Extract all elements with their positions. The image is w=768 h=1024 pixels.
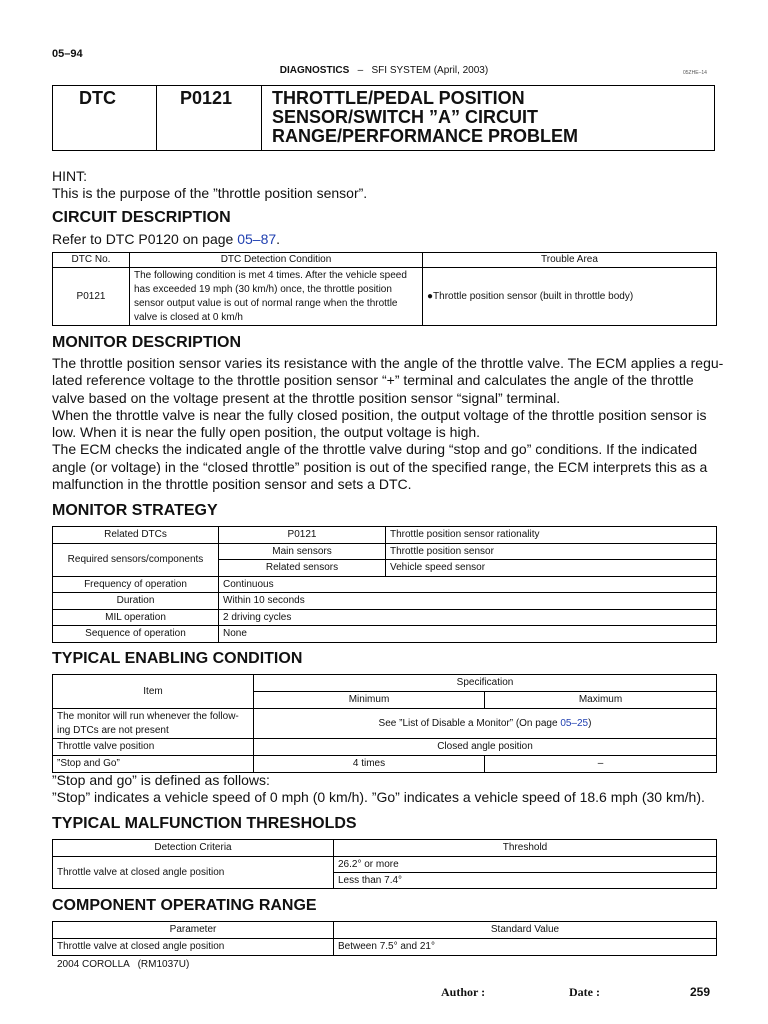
bullet-icon: ● (427, 290, 434, 302)
strategy-row-label: Sequence of operation (53, 626, 219, 643)
row1-prefix: See ”List of Disable a Monitor” (On page (378, 717, 561, 729)
thresholds-table (52, 839, 717, 889)
trouble-area-cell (423, 268, 717, 326)
table-header: Parameter (53, 922, 334, 939)
dtc-title-line: RANGE/PERFORMANCE PROBLEM (272, 126, 579, 146)
enabling-row-max: – (485, 756, 717, 773)
hint (52, 168, 367, 203)
detection-condition-cell (130, 268, 423, 326)
date-label: Date : (569, 985, 600, 999)
label-line: ing DTCs are not present (57, 724, 169, 736)
item-header: Item (53, 675, 254, 709)
paragraph-line: When the throttle valve is near the fully closed position, the output voltage of the throttle position sensor is (52, 406, 707, 423)
row1-suffix: ) (588, 717, 592, 729)
circuit-description-heading: CIRCUIT DESCRIPTION (52, 209, 231, 226)
threshold-value: 26.2° or more (334, 857, 717, 873)
strategy-row-label: Duration (53, 593, 219, 610)
author-label: Author : (441, 985, 486, 999)
header-dash: – (357, 65, 364, 76)
paragraph-line: valve based on the voltage present at the throttle position sensor “signal” terminal. (52, 389, 561, 406)
related-dtcs-code: P0121 (219, 527, 386, 544)
condition-line: sensor output value is out of normal range when the throttle (134, 298, 398, 309)
enabling-row-min: 4 times (254, 756, 485, 773)
dtc-code: P0121 (180, 88, 233, 108)
footer-page-number: 259 (690, 985, 711, 999)
enabling-row-label: Throttle valve position (53, 739, 254, 756)
label-line: The monitor will run whenever the follow- (57, 710, 239, 722)
page-link-05-25[interactable]: 05–25 (560, 717, 589, 729)
dtc-title-box (52, 85, 715, 151)
specification-header: Specification (254, 675, 717, 692)
dtc-title (272, 89, 578, 146)
condition-line: valve is closed at 0 km/h (134, 312, 243, 323)
table-header: Detection Criteria (53, 840, 334, 857)
threshold-value: Less than 7.4° (334, 873, 717, 889)
hint-label: HINT: (52, 168, 87, 184)
dtc-title-line: SENSOR/SWITCH ”A” CIRCUIT (272, 107, 539, 127)
main-sensors-value: Throttle position sensor (386, 544, 717, 560)
hint-text: This is the purpose of the ”throttle position sensor”. (52, 185, 368, 202)
enabling-condition-heading: TYPICAL ENABLING CONDITION (52, 650, 303, 667)
dtc-title-line: THROTTLE/PEDAL POSITION (272, 88, 525, 108)
enabling-row-label: ”Stop and Go” (53, 756, 254, 773)
table-header: Threshold (334, 840, 717, 857)
dtc-label: DTC (79, 88, 116, 108)
enabling-row-value: Closed angle position (254, 739, 717, 756)
table-header: DTC Detection Condition (130, 253, 423, 268)
paragraph-line: low. When it is near the fully open position, the output voltage is high. (52, 424, 481, 441)
related-sensors-label: Related sensors (219, 560, 386, 577)
strategy-row-label: MIL operation (53, 610, 219, 626)
ref-prefix: Refer to DTC P0120 on page (52, 231, 238, 247)
circuit-table (52, 252, 717, 326)
parameter-cell: Throttle valve at closed angle position (53, 939, 334, 956)
trouble-area-text: Throttle position sensor (built in throttle body) (433, 290, 634, 302)
note-line: ”Stop and go” is defined as follows: (52, 772, 270, 788)
footer-model: 2004 COROLLA (RM1037U) (57, 959, 190, 970)
related-dtcs-value: Throttle position sensor rationality (386, 527, 717, 544)
monitor-strategy-table (52, 526, 717, 643)
maximum-header: Maximum (485, 692, 717, 709)
paragraph-line: The throttle position sensor varies its resistance with the angle of the throttle valve. The ECM applies a regu- (52, 355, 724, 371)
related-dtcs-label: Related DTCs (53, 527, 219, 544)
minimum-header: Minimum (254, 692, 485, 709)
required-sensors-label: Required sensors/components (53, 544, 219, 577)
enabling-condition-table (52, 674, 717, 773)
ref-suffix: . (276, 231, 281, 247)
table-header: Trouble Area (423, 253, 717, 268)
related-sensors-value: Vehicle speed sensor (386, 560, 717, 577)
table-header: DTC No. (53, 253, 130, 268)
condition-line: has exceeded 19 mph (30 km/h) once, the throttle position (134, 284, 392, 295)
component-operating-range-heading: COMPONENT OPERATING RANGE (52, 897, 317, 914)
circuit-reference (52, 231, 280, 248)
strategy-row-value: 2 driving cycles (219, 610, 717, 626)
document-code: 05ZHE–14 (683, 70, 707, 76)
paragraph-line: malfunction in the throttle position sensor and sets a DTC. (52, 476, 412, 493)
strategy-row-value: None (219, 626, 717, 643)
header-system: SFI SYSTEM (April, 2003) (371, 65, 489, 76)
detection-criteria-cell: Throttle valve at closed angle position (53, 857, 334, 889)
stop-and-go-note (52, 772, 705, 807)
malfunction-thresholds-heading: TYPICAL MALFUNCTION THRESHOLDS (52, 815, 357, 832)
paragraph-line: The ECM checks the indicated angle of the throttle valve during “stop and go” conditions. If the indicated (52, 441, 698, 458)
header-section: DIAGNOSTICS (279, 65, 350, 76)
note-line: ”Stop” indicates a vehicle speed of 0 mph (0 km/h). ”Go” indicates a vehicle speed of 18.6 mph (30 km/h). (52, 789, 705, 806)
condition-line: The following condition is met 4 times. After the vehicle speed (134, 270, 407, 281)
strategy-row-value: Continuous (219, 577, 717, 593)
monitor-description-text (52, 355, 722, 493)
table-header: Standard Value (334, 922, 717, 939)
monitor-description-heading: MONITOR DESCRIPTION (52, 334, 242, 351)
strategy-row-label: Frequency of operation (53, 577, 219, 593)
page-link-05-87[interactable]: 05–87 (237, 231, 277, 247)
running-header (0, 65, 768, 76)
enabling-row-label (53, 709, 254, 739)
paragraph-line: angle (or voltage) in the “closed throttle” position is out of the specified range, the ECM interprets this as a (52, 458, 708, 475)
dtc-number-cell: P0121 (53, 268, 130, 326)
main-sensors-label: Main sensors (219, 544, 386, 560)
component-range-table (52, 921, 717, 956)
monitor-strategy-heading: MONITOR STRATEGY (52, 502, 218, 519)
standard-value-cell: Between 7.5° and 21° (334, 939, 717, 956)
enabling-row-value (254, 709, 717, 739)
paragraph-line: lated reference voltage to the throttle position sensor “+” terminal and calculates the angle of the throttle (52, 372, 694, 389)
page-number: 05–94 (52, 48, 83, 60)
strategy-row-value: Within 10 seconds (219, 593, 717, 610)
